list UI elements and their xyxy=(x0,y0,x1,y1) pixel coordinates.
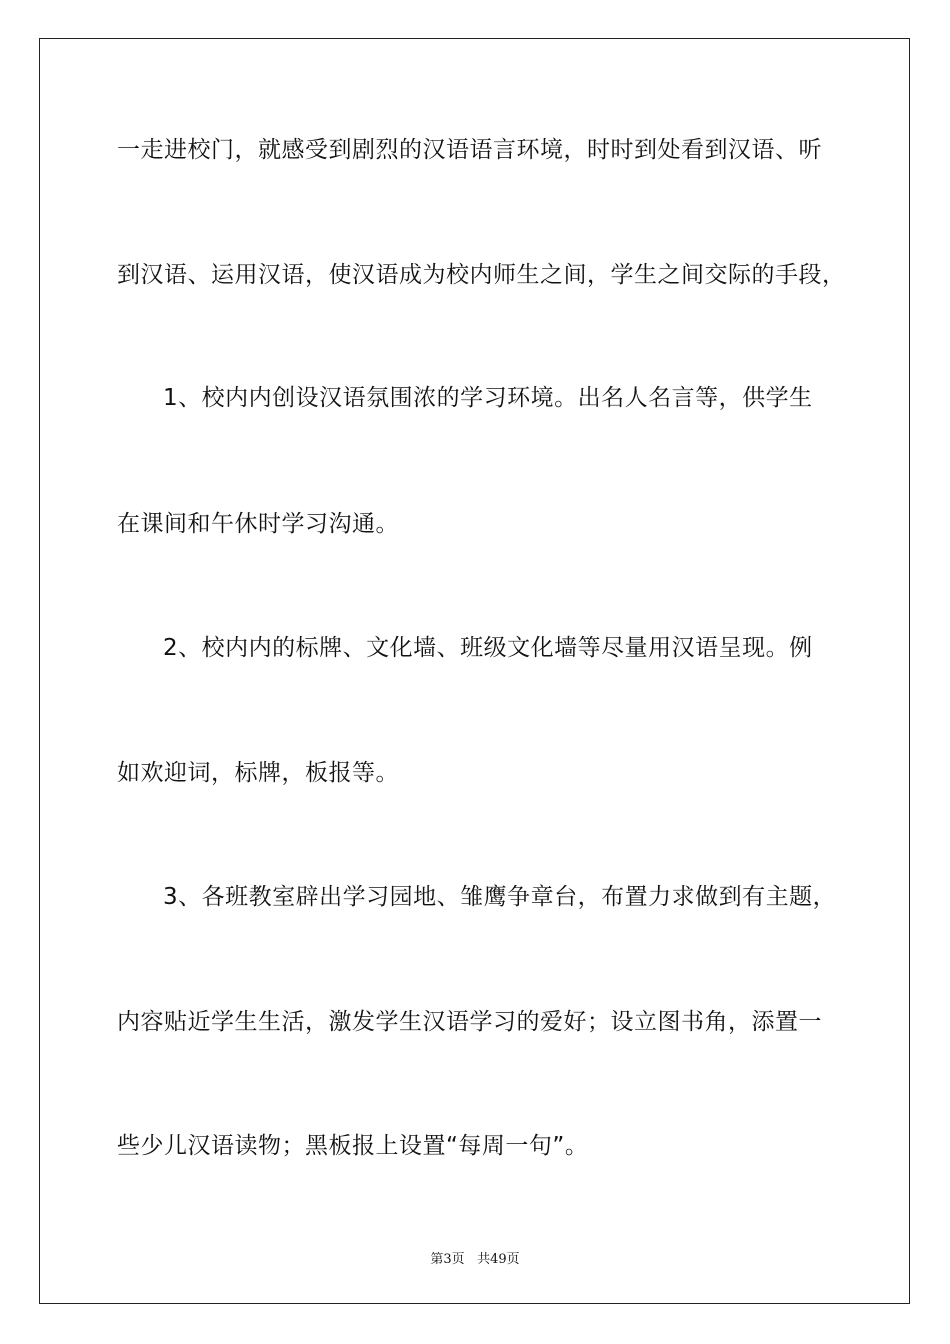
text-line: 内容贴近学生生活，激发学生汉语学习的爱好；设立图书角，添置一 xyxy=(117,1009,822,1035)
page-total: 共49页 xyxy=(477,1252,520,1267)
text-line-item-1: 1、校内内创设汉语氛围浓的学习环境。出名人名言等，供学生 xyxy=(163,385,813,411)
text-line: 在课间和午休时学习沟通。 xyxy=(117,511,399,537)
page-footer xyxy=(0,1248,950,1267)
text-line-item-2: 2、校内内的标牌、文化墙、班级文化墙等尽量用汉语呈现。例 xyxy=(163,635,813,661)
text-line: 如欢迎词，标牌，板报等。 xyxy=(117,760,399,786)
text-line: 一走进校门，就感受到剧烈的汉语语言环境，时时到处看到汉语、听 xyxy=(117,137,822,163)
text-line: 到汉语、运用汉语，使汉语成为校内师生之间，学生之间交际的手段， xyxy=(117,262,846,288)
text-line: 些少儿汉语读物；黑板报上设置“每周一句”。 xyxy=(117,1133,589,1159)
page-border xyxy=(39,38,910,1304)
page-number: 第3页 xyxy=(430,1252,465,1267)
text-line-item-3: 3、各班教室辟出学习园地、雏鹰争章台，布置力求做到有主题， xyxy=(163,884,837,910)
